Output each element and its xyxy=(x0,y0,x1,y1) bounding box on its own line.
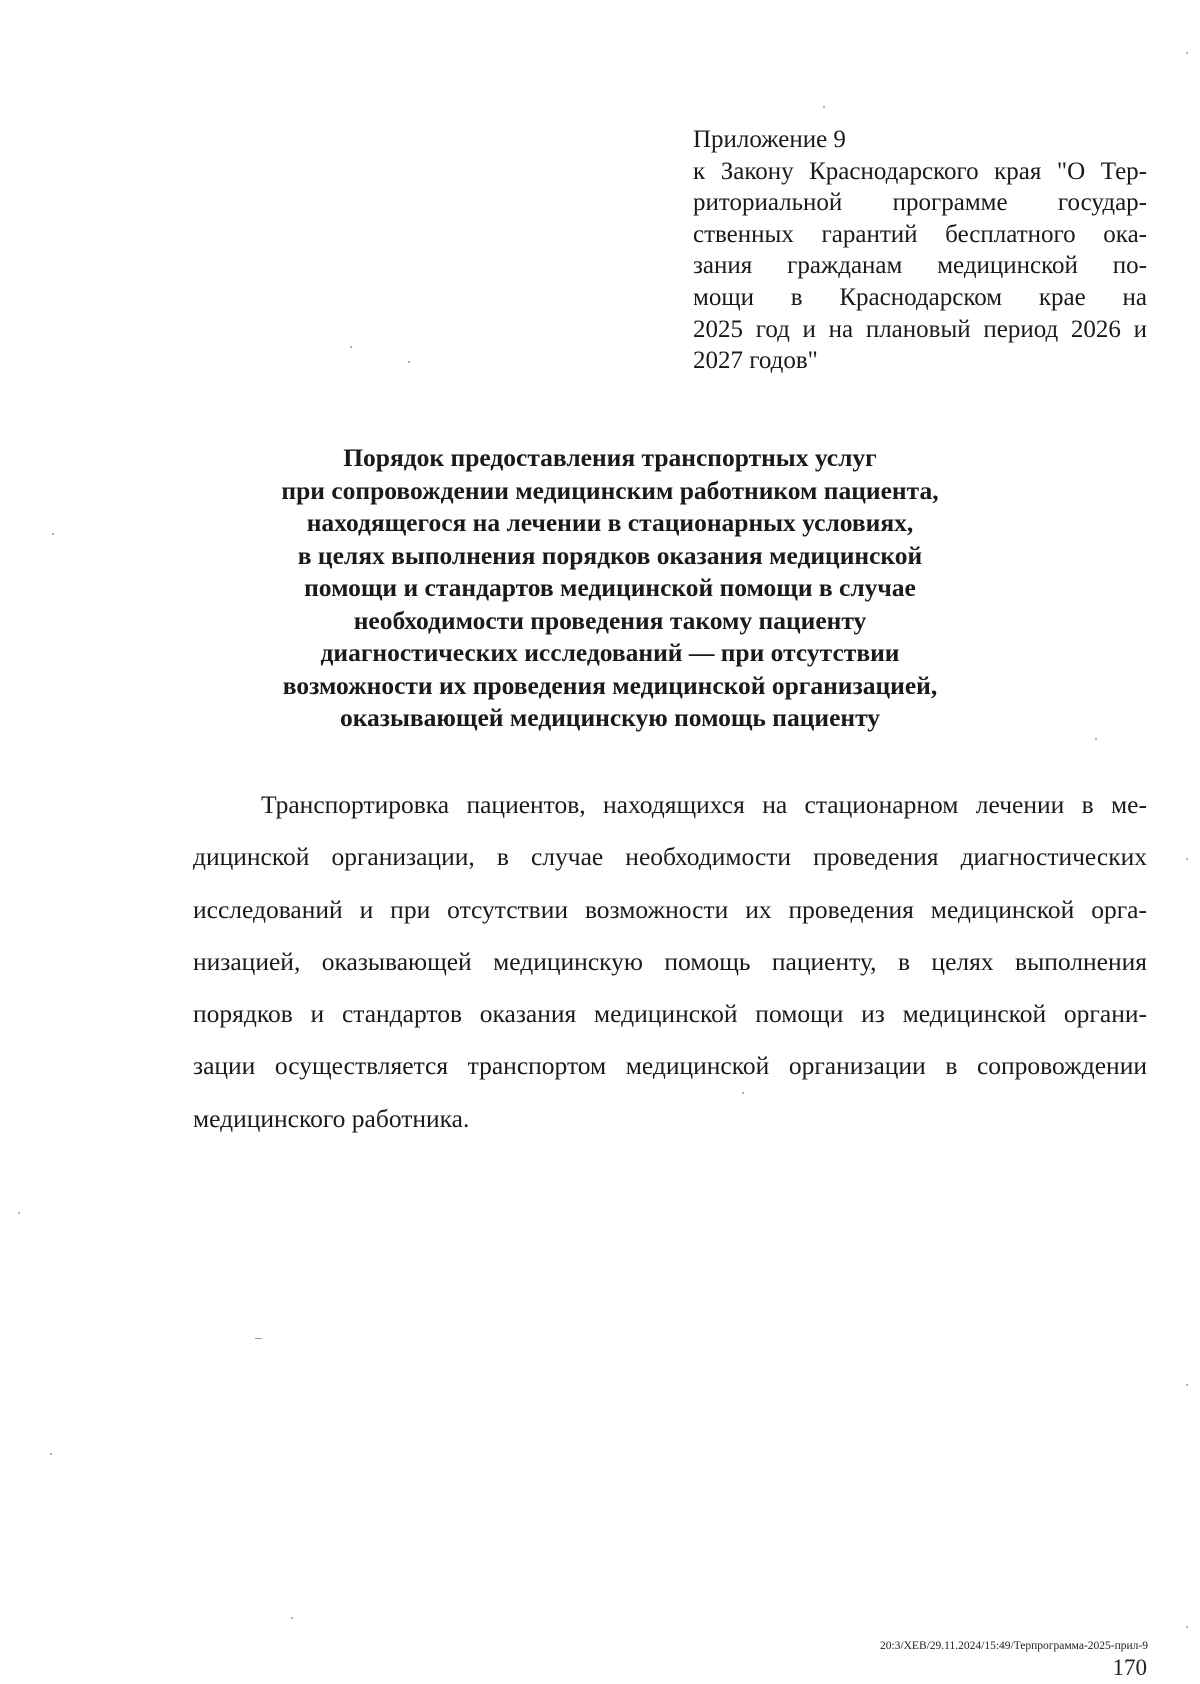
body-line: низацией, оказывающей медицинскую помощь пациенту, в целях выполнения xyxy=(193,946,1147,976)
scan-speck xyxy=(350,346,352,348)
body-line: Транспортировка пациентов, находящихся на стационарном лечении в ме- xyxy=(261,790,1147,819)
body-line: зации осуществляется транспортом медицинской организации в сопровождении xyxy=(193,1051,1147,1081)
title-line: Порядок предоставления транспортных услуг xyxy=(343,443,877,472)
body-line: медицинского работника. xyxy=(193,1103,470,1133)
title-line: необходимости проведения такому пациенту xyxy=(353,605,867,635)
appendix-reference-line: 2027 годов" xyxy=(693,347,818,375)
title-line: при сопровождении медицинским работником пациента, xyxy=(281,475,939,505)
scan-speck xyxy=(408,361,410,363)
appendix-reference-line: риториальной программе государ- xyxy=(693,189,1147,217)
title-line: возможности их проведения медицинской организацией, xyxy=(282,670,938,700)
title-line: диагностических исследований — при отсутствии xyxy=(320,638,900,667)
scan-speck xyxy=(1186,52,1188,54)
appendix-reference-line: к Закону Краснодарского края "О Тер- xyxy=(693,157,1147,185)
body-line: исследований и при отсутствии возможности их проведения медицинской орга- xyxy=(193,894,1147,924)
appendix-reference-line: 2025 год и на плановый период 2026 и xyxy=(693,315,1147,343)
appendix-header xyxy=(693,124,1147,377)
scan-speck xyxy=(1186,1384,1188,1386)
title-line: находящегося на лечении в стационарных условиях, xyxy=(306,508,914,537)
appendix-reference xyxy=(693,156,1147,377)
scan-speck xyxy=(1095,738,1097,740)
scan-speck xyxy=(52,533,54,535)
title-line: в целях выполнения порядков оказания медицинской xyxy=(297,540,923,570)
title-line: оказывающей медицинскую помощь пациенту xyxy=(339,703,881,732)
page-number: 170 xyxy=(1112,1655,1147,1680)
body-line: порядков и стандартов оказания медицинской помощи из медицинской органи- xyxy=(193,999,1147,1029)
appendix-reference-line: мощи в Краснодарском крае на xyxy=(693,283,1147,311)
appendix-reference-line: ственных гарантий бесплатного ока- xyxy=(693,220,1147,248)
scan-speck xyxy=(823,106,825,108)
body-line: дицинской организации, в случае необходимости проведения диагностических xyxy=(193,842,1147,872)
scan-speck xyxy=(18,1212,20,1214)
scan-speck xyxy=(50,1453,52,1455)
scan-speck xyxy=(1186,858,1188,860)
title-line: помощи и стандартов медицинской помощи в случае xyxy=(304,573,916,602)
scan-speck xyxy=(291,1617,293,1619)
scan-speck xyxy=(742,1092,744,1094)
scan-speck xyxy=(1186,1626,1188,1628)
scan-speck xyxy=(255,1338,262,1339)
footer-document-code: 20:3/ХЕВ/29.11.2024/15:49/Терпрограмма-2025-прил-9 xyxy=(879,1640,1148,1652)
appendix-reference-line: зания гражданам медицинской по- xyxy=(693,252,1147,280)
document-title xyxy=(260,442,960,735)
appendix-label: Приложение 9 xyxy=(693,126,846,153)
body-paragraph xyxy=(193,779,1147,1145)
